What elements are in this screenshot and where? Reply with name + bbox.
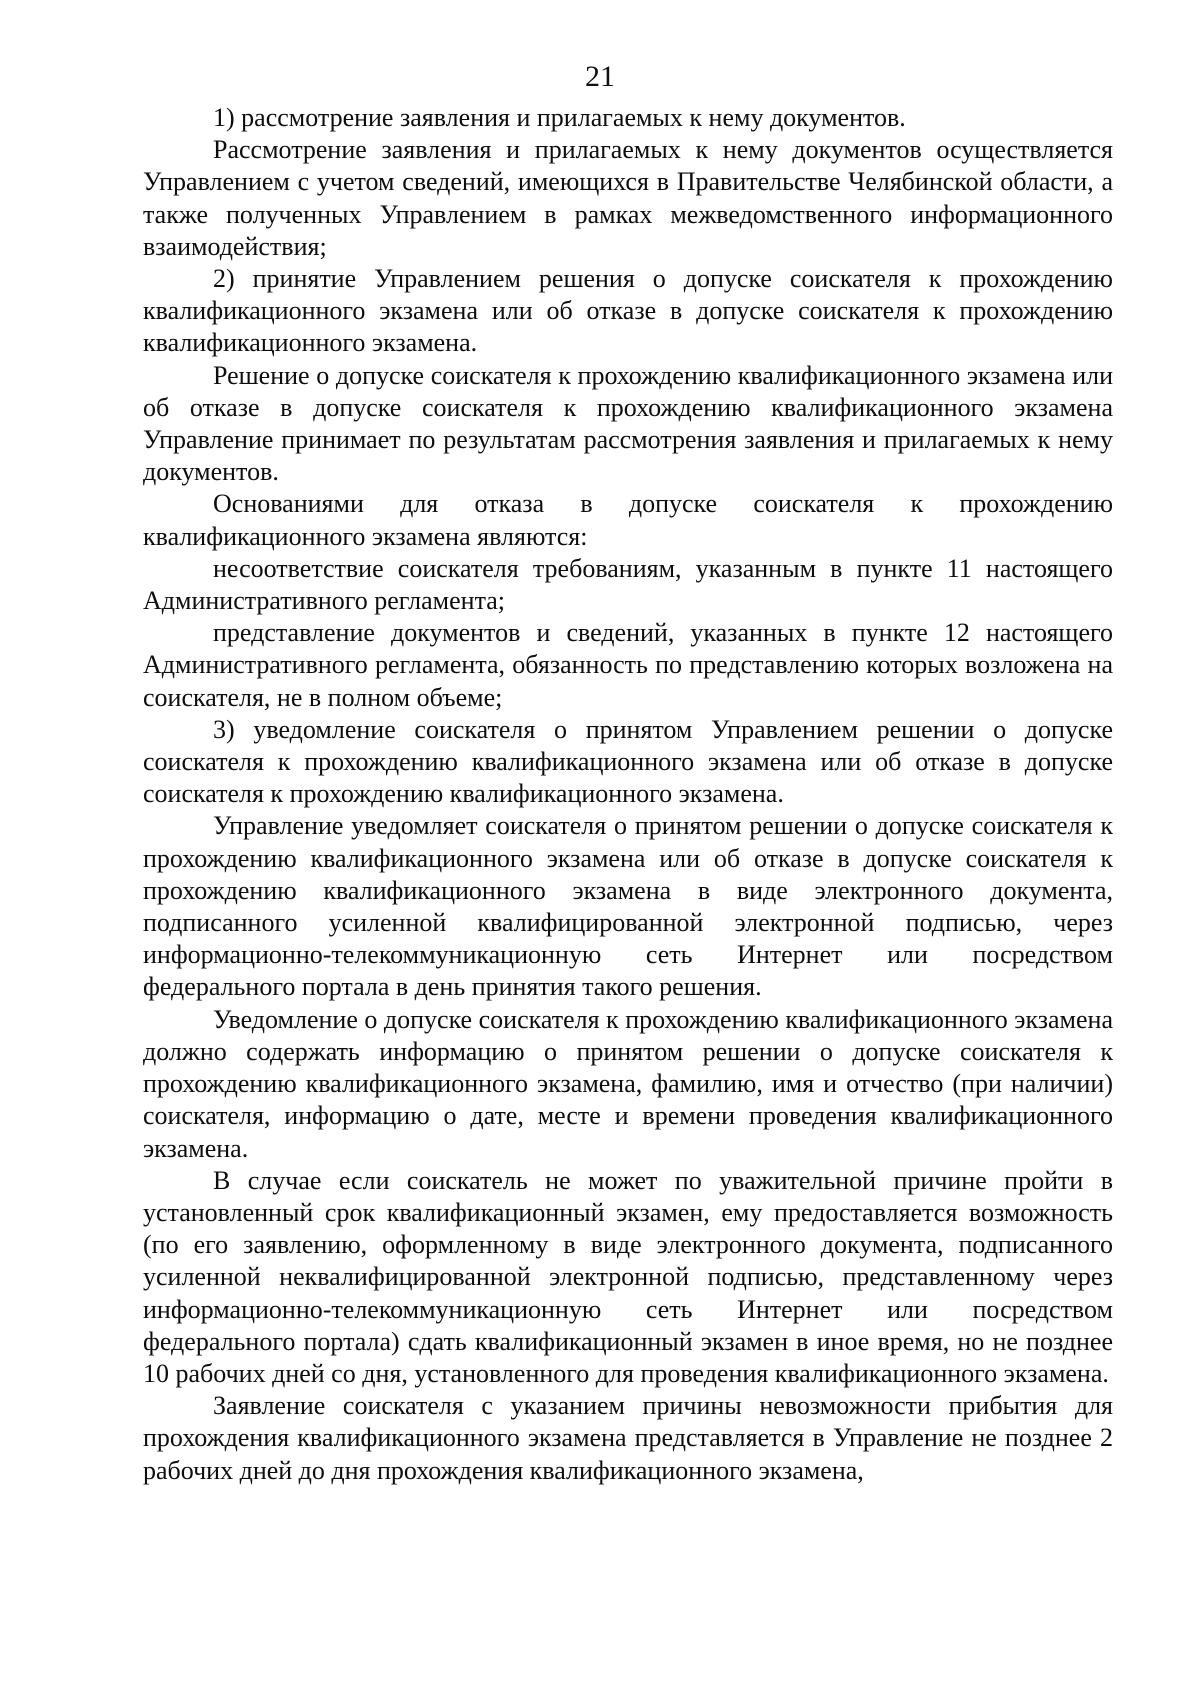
page-number: 21 [585, 60, 615, 93]
paragraph-refusal-grounds: Основаниями для отказа в допуске соискателя к прохождению квалификационного экзамена являются: [143, 489, 1113, 551]
paragraph-notification-item: 3) уведомление соискателя о принятом Управлением решении о допуске соискателя к прохождению квалификационного экзамена или об отказе в допуске соискателя к прохождению квалификационного экзамена. [143, 714, 1113, 809]
document-body [143, 102, 1113, 1487]
paragraph-decision-detail: Решение о допуске соискателя к прохождению квалификационного экзамена или об отказе в допуске соискателя к прохождению квалификационного экзамена Управление принимает по результатам рассмотрения заявления и прилагаемых к нему документов. [143, 360, 1113, 487]
paragraph-notification-method: Управление уведомляет соискателя о принятом решении о допуске соискателя к прохождению квалификационного экзамена или об отказе в допуске соискателя к прохождению квалификационного экзамена в виде электронного документа, подписанного усиленной квалифицированной электронной подписью, через информационно-телекоммуникационную сеть Интернет или посредством федерального портала в день принятия такого решения. [143, 811, 1113, 1002]
paragraph-consideration-item: 1) рассмотрение заявления и прилагаемых к нему документов. [213, 103, 906, 132]
paragraph-decision-item: 2) принятие Управлением решения о допуске соискателя к прохождению квалификационного экзамена или об отказе в допуске соискателя к прохождению квалификационного экзамена. [143, 264, 1113, 358]
paragraph-notification-content: Уведомление о допуске соискателя к прохождению квалификационного экзамена должно содержать информацию о принятом решении о допуске соискателя к прохождению квалификационного экзамена, фамилию, имя и отчество (при наличии) соискателя, информацию о дате, месте и времени проведения квалификационного экзамена. [143, 1004, 1113, 1163]
paragraph-consideration-detail: Рассмотрение заявления и прилагаемых к нему документов осуществляется Управлением с учетом сведений, имеющихся в Правительстве Челябинской области, а также полученных Управлением в рамках межведомственного информационного взаимодействия; [143, 135, 1113, 261]
paragraph-refusal-ground-1: несоответствие соискателя требованиям, указанным в пункте 11 настоящего Административного регламента; [143, 553, 1113, 616]
paragraph-rescheduling: В случае если соискатель не может по уважительной причине пройти в установленный срок квалификационный экзамен, ему предоставляется возможность (по его заявлению, оформленному в виде электронного документа, подписанного усиленной неквалифицированной электронной подписью, представленному через информационно-телекоммуникационную сеть Интернет или посредством федерального портала) сдать квалификационный экзамен в иное время, но не позднее 10 рабочих дней со дня, установленного для проведения квалификационного экзамена. [143, 1165, 1113, 1388]
paragraph-application-deadline: Заявление соискателя с указанием причины невозможности прибытия для прохождения квалификационного экзамена представляется в Управление не позднее 2 рабочих дней до дня прохождения квалификационного экзамена, [143, 1391, 1113, 1485]
paragraph-refusal-ground-2: представление документов и сведений, указанных в пункте 12 настоящего Административного регламента, обязанность по представлению которых возложена на соискателя, не в полном объеме; [143, 618, 1113, 712]
